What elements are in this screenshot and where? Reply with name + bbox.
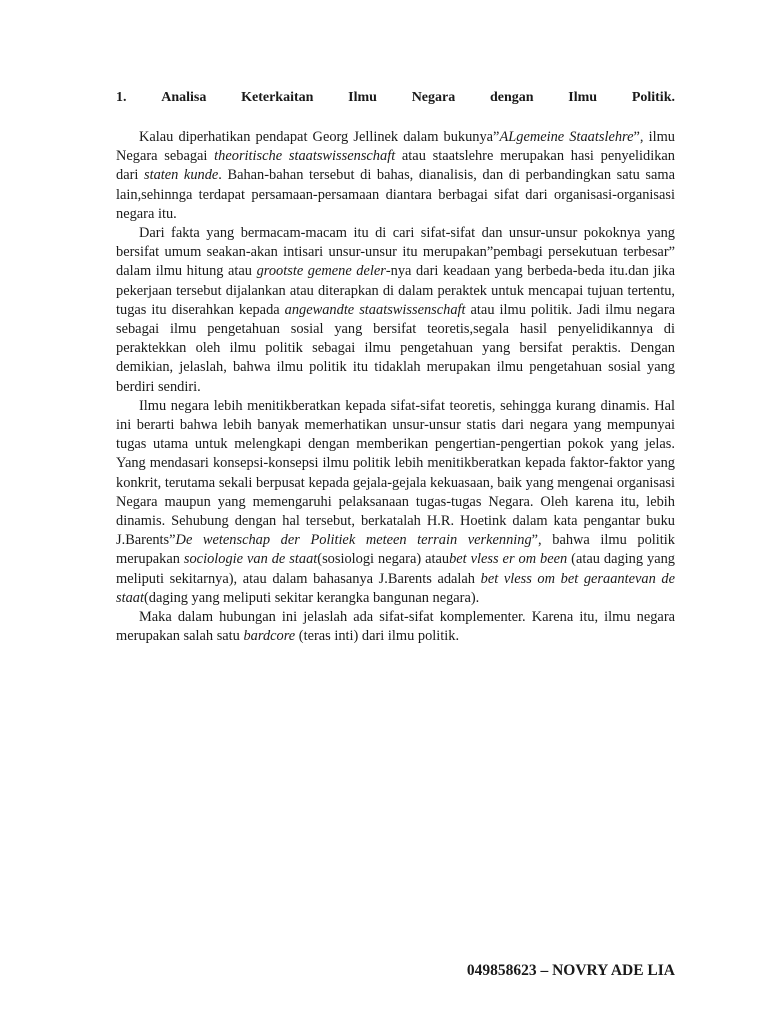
italic-term: angewandte staatswissenschaft <box>284 301 466 318</box>
text-run: . Bahan-bahan tersebut di bahas, dianalisis, dan di perbandingkan satu sama lain,sehinnga terdapat persamaan-persamaan diantara berbagai sifat dari organisasi-organisasi negara itu. <box>116 167 675 222</box>
text-run: Kalau diperhatikan pendapat Georg Jellinek dalam bukunya” <box>139 129 500 145</box>
italic-term: theoritische staatswissenschaft <box>214 148 396 165</box>
text-run: Ilmu negara lebih menitikberatkan kepada sifat-sifat teoretis, sehingga kurang dinamis. Hal ini berarti bahwa lebih banyak memerhatikan unsur-unsur statis dari negara yang mempunyai tugas utama untuk melengkapi dengan memberikan pengertian-pengertian pokok yang jelas. Yang mendasari konsepsi-konsepsi ilmu politik lebih menitikberatkan kepada faktor-faktor yang konkrit, terutama sekali berpusat kepada gejala-gejala kekuasaan, baik yang mengenai organisasi Negara maupun yang memengaruhi pelaksanaan tugas-tugas Negara. Oleh karena itu, lebih dinamis. Sehubung dengan hal tersebut, berkatalah H.R. Hoetink dalam kata pengantar buku J.Barents” <box>116 397 675 549</box>
text-run: atau ilmu politik. Jadi ilmu negara sebagai ilmu pengetahuan sosial yang bersifat teoretis,segala hasil penyelidikannya di peraktekkan oleh ilmu politik sebagai ilmu pengetahuan yang bersifat peraktis. Dengan demikian, jelaslah, bahwa ilmu politik itu tidaklah merupakan ilmu pengetahuan sosial yang berdiri sendiri. <box>116 301 675 395</box>
text-run: Maka dalam hubungan ini jelaslah ada sifat-sifat komplementer. Karena itu, ilmu negara merupakan salah satu <box>116 609 675 645</box>
text-run: (daging yang meliputi sekitar kerangka bangunan negara). <box>144 589 480 606</box>
heading-word: Ilmu <box>348 90 377 105</box>
heading-word: Politik. <box>631 90 675 105</box>
section-heading <box>116 88 675 108</box>
text-run: atau staatslehre merupakan hasi penyelidikan dari <box>116 148 675 184</box>
italic-term: bardcore <box>243 628 296 645</box>
italic-term: De wetenschap der Politiek meteen terrain verkenning <box>175 532 532 549</box>
text-run: Dari fakta yang bermacam-macam itu di cari sifat-sifat dan unsur-unsur pokoknya yang bersifat umum seakan-akan intisari unsur-unsur itu merupakan”pembagi persekutuan terbesar” dalam ilmu hitung atau <box>116 225 675 280</box>
heading-word: dengan <box>489 90 534 105</box>
author-footer: 049858623 – NOVRY ADE LIA <box>466 962 675 979</box>
document-page <box>116 88 675 646</box>
body-paragraph <box>116 397 675 608</box>
italic-term: ALgemeine Staatslehre <box>499 129 634 145</box>
text-run: ”, bahwa ilmu politik merupakan <box>116 532 675 568</box>
text-run: ”, ilmu Negara sebagai <box>116 129 675 165</box>
text-run: (sosiologi negara) atau <box>317 551 450 568</box>
italic-term: bet vless om bet geraantevan de staat <box>116 570 675 606</box>
italic-term: grootste gemene deler <box>256 263 386 280</box>
text-run: (teras inti) dari ilmu politik. <box>295 628 460 645</box>
heading-word: Negara <box>411 90 456 105</box>
text-run: -nya dari keadaan yang berbeda-beda itu.dan jika pekerjaan tersebut dijalankan atau diterapkan di dalam peraktek untuk mencapai tujuan tertentu, tugas itu diserahkan kepada <box>116 263 675 318</box>
body-paragraph <box>116 128 675 224</box>
italic-term: sociologie van de staat <box>183 551 318 568</box>
body-paragraph <box>116 608 675 646</box>
text-run: (atau daging yang meliputi sekitarnya), atau dalam bahasanya J.Barents adalah <box>116 551 675 587</box>
body-paragraph <box>116 224 675 397</box>
heading-word: Keterkaitan <box>241 90 314 105</box>
heading-number: 1. <box>116 90 127 105</box>
heading-word: Ilmu <box>568 90 598 105</box>
heading-word: Analisa <box>161 90 207 105</box>
italic-term: staten kunde <box>143 167 219 184</box>
italic-term: bet vless er om been <box>449 551 568 568</box>
